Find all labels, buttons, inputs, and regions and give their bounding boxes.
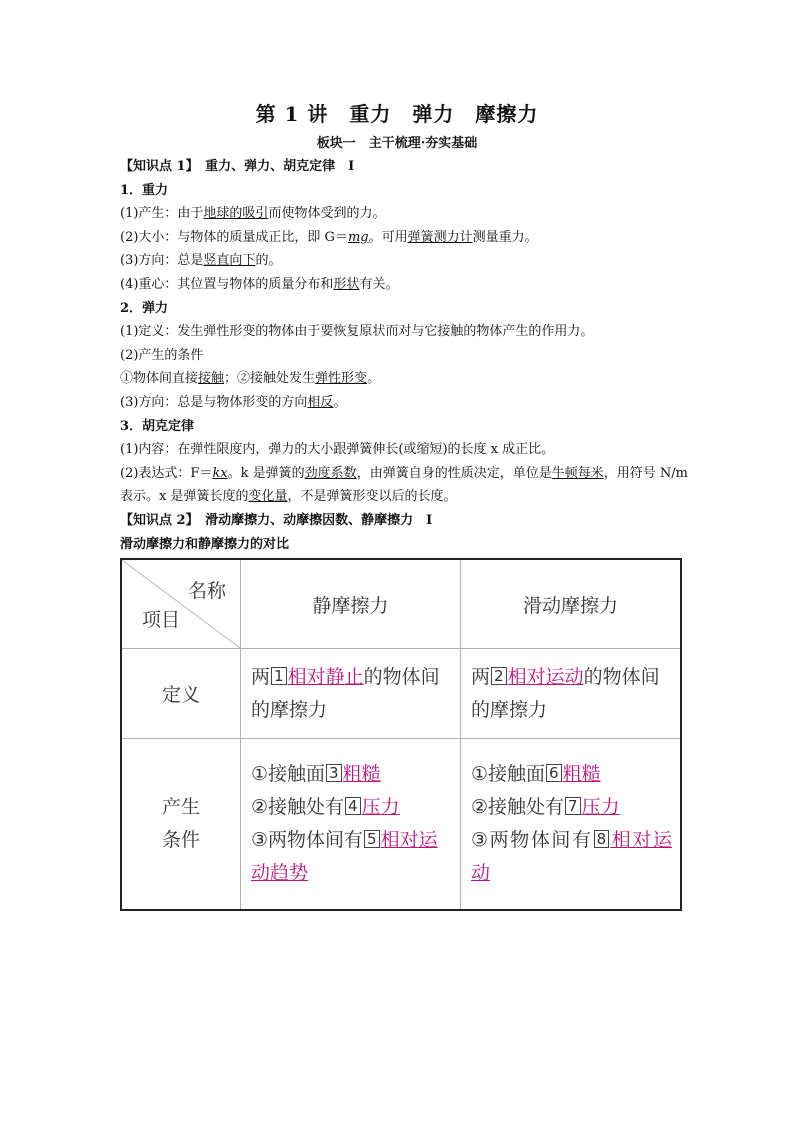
page-title: 第 1 讲 重力 弹力 摩擦力 [255, 102, 539, 126]
hooke-content: (1)内容：在弹性限度内，弹力的大小跟弹簧伸长(或缩短)的长度 x 成正比。 [120, 442, 555, 458]
text: 。可用 [368, 229, 408, 245]
gravity-magnitude [120, 226, 690, 250]
table-row-definition [121, 649, 681, 739]
hooke-heading: 3．胡克定律 [120, 418, 195, 434]
blank-number-box: 6 [546, 764, 562, 782]
table-caption: 滑动摩擦力和静摩擦力的对比 [120, 536, 290, 552]
answer-underline: 相反 [307, 394, 334, 410]
answer-underline: 劲度系数 [304, 465, 357, 481]
text: (3)方向：总是与物体形变的方向 [120, 394, 308, 410]
gravity-origin [120, 202, 690, 226]
answer-underline: mg [347, 229, 369, 245]
gravity-center [120, 273, 690, 297]
blank-number-box: 7 [565, 797, 581, 815]
text: 。 [367, 371, 381, 387]
text: ，用符号 N/m 表示。x 是弹簧长度的 [120, 465, 688, 505]
hooke-expression [120, 462, 690, 509]
text: (2)大小：与物体的质量成正比，即 G＝ [120, 229, 348, 245]
text: 。k 是弹簧的 [227, 465, 305, 481]
row-header-conditions [121, 739, 241, 911]
gravity-direction [120, 249, 690, 273]
text: 产生 [161, 796, 200, 818]
text: (2)表达式：F＝ [120, 465, 213, 481]
text: 而使物体受到的力。 [268, 206, 386, 222]
answer-underline: 变化量 [248, 489, 288, 505]
answer-underline: 地球的吸引 [203, 206, 269, 222]
cell-static-conditions [241, 739, 461, 911]
answer-text: 粗糙 [562, 763, 601, 785]
corner-label-name: 名称 [187, 580, 226, 602]
text: 的物体间的摩擦力 [471, 665, 660, 721]
blank-number-box: 3 [326, 764, 342, 782]
text: ①接触面 [251, 763, 326, 785]
answer-underline: kx [212, 465, 228, 481]
text: ；②接触处发生 [224, 371, 316, 387]
gravity-heading: 1．重力 [120, 182, 169, 198]
corner-label-item: 项目 [142, 609, 181, 631]
section-subtitle: 板块一 主干梳理·夯实基础 [316, 136, 478, 151]
text: 的。 [255, 253, 282, 269]
answer-underline: 竖直向下 [203, 253, 256, 269]
knowledge-point-1-header: 【知识点 1】 重力、弹力、胡克定律 Ⅰ [120, 159, 355, 174]
text: (1)产生：由于 [120, 206, 204, 222]
text: 两 [471, 665, 491, 688]
answer-underline: 牛顿每米 [551, 465, 604, 481]
condition-line [251, 758, 452, 791]
answer-text: 相对运动 [507, 665, 584, 688]
text: (4)重心：其位置与物体的质量分布和 [120, 276, 334, 292]
condition-line [471, 758, 672, 791]
answer-text: 压力 [581, 796, 620, 818]
elastic-condition-title: (2)产生的条件 [120, 347, 204, 363]
answer-text: 压力 [361, 796, 400, 818]
blank-number-box: 8 [594, 830, 610, 848]
answer-text: 相对静止 [287, 665, 364, 688]
elastic-conditions [120, 367, 690, 391]
answer-underline: 弹性形变 [315, 371, 368, 387]
blank-number-box: 4 [345, 797, 361, 815]
text: (3)方向：总是 [120, 253, 204, 269]
cell-sliding-definition [461, 649, 682, 739]
text: ，由弹簧自身的性质决定，单位是 [356, 465, 552, 481]
text: ①物体间直接 [120, 371, 199, 387]
knowledge-point-2-header: 【知识点 2】 滑动摩擦力、动摩擦因数、静摩擦力 Ⅰ [120, 512, 433, 528]
answer-underline: 形状 [333, 276, 360, 292]
answer-underline: 弹簧测力计 [407, 229, 473, 245]
answer-text: 相对运动趋势 [251, 829, 438, 884]
condition-line [471, 791, 672, 824]
knowledge-content [120, 155, 690, 556]
text: 。 [333, 394, 347, 410]
column-header-static: 静摩擦力 [241, 559, 461, 649]
elastic-definition: (1)定义：发生弹性形变的物体由于要恢复原状而对与它接触的物体产生的作用力。 [120, 324, 594, 340]
blank-number-box: 5 [364, 830, 380, 848]
text: 测量重力。 [472, 229, 538, 245]
friction-comparison-table [120, 558, 682, 911]
blank-number-box: 1 [271, 667, 287, 685]
text: 有关。 [359, 276, 399, 292]
condition-line [471, 824, 672, 890]
elastic-heading: 2．弹力 [120, 300, 169, 316]
answer-text: 粗糙 [342, 763, 381, 785]
cell-sliding-conditions [461, 739, 682, 911]
blank-number-box: 2 [491, 667, 507, 685]
text: ③两物体间有 [471, 829, 593, 851]
text: 两 [251, 665, 271, 688]
cell-static-definition [241, 649, 461, 739]
column-header-sliding: 滑动摩擦力 [461, 559, 682, 649]
elastic-direction [120, 391, 690, 415]
row-header-definition: 定义 [121, 649, 241, 739]
text: ③两物体间有 [251, 829, 364, 851]
text: ②接触处有 [251, 796, 345, 818]
text: ①接触面 [471, 763, 546, 785]
table-row-conditions [121, 739, 681, 911]
condition-line [251, 824, 452, 890]
condition-line [251, 791, 452, 824]
text: ，不是弹簧形变以后的长度。 [287, 489, 457, 505]
table-corner-cell [121, 559, 241, 649]
text: 的物体间的摩擦力 [251, 665, 440, 721]
text: ②接触处有 [471, 796, 565, 818]
table-header-row [121, 559, 681, 649]
answer-underline: 接触 [198, 371, 225, 387]
answer-text: 相对运动 [471, 829, 672, 884]
text: 条件 [161, 829, 200, 851]
